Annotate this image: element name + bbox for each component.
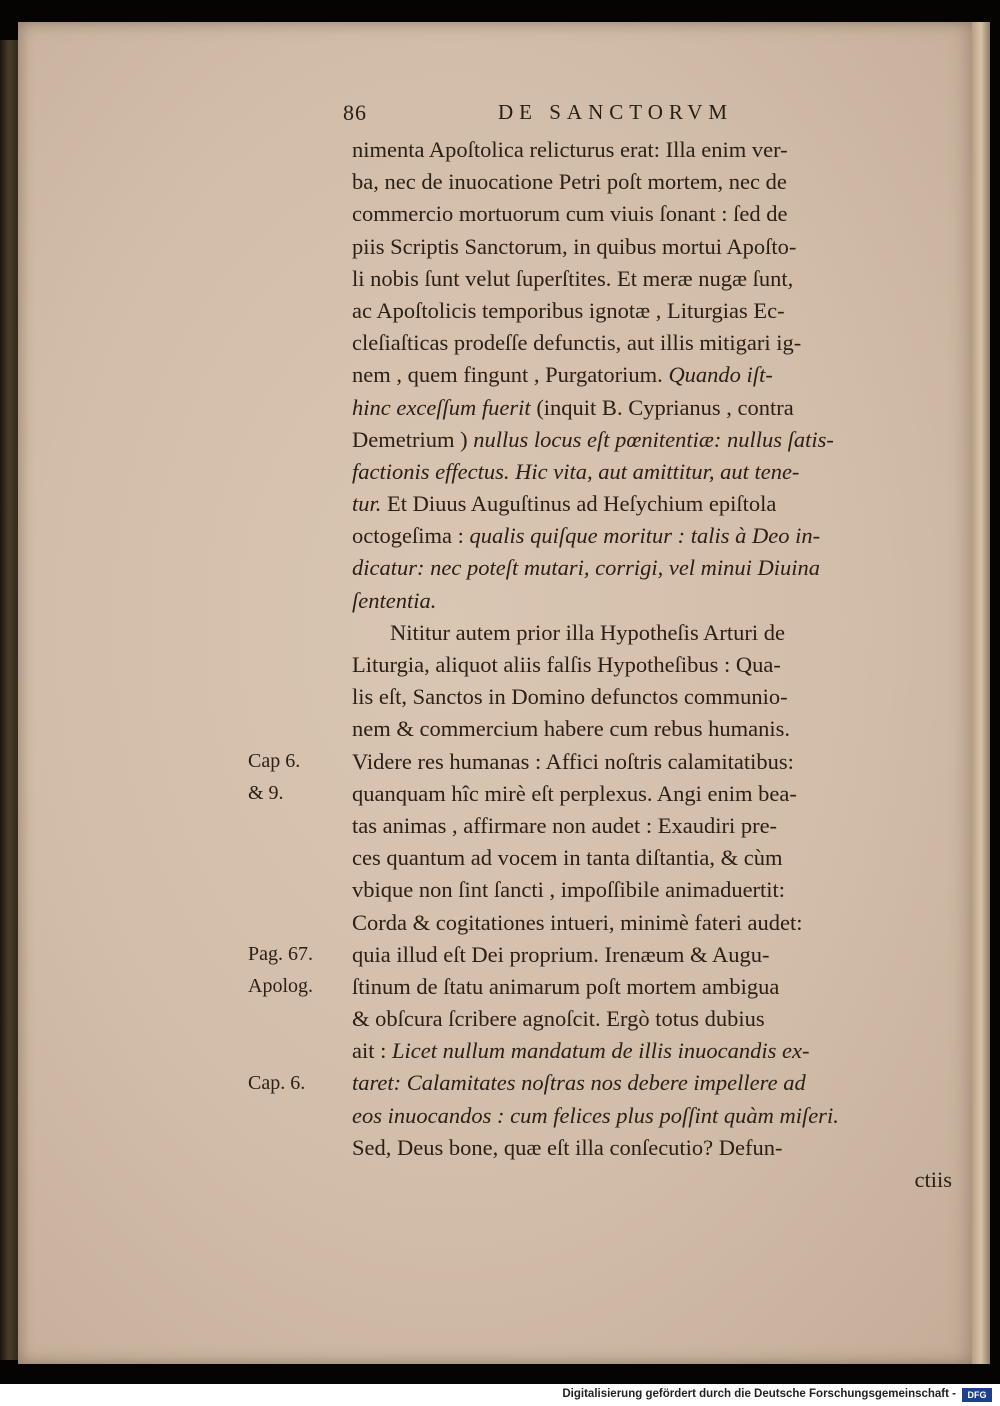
text-segment: vbique non ſint ſancti , impoſſibile animaduertit: <box>352 877 786 903</box>
catchword: ctiis <box>914 1167 952 1192</box>
text-segment: cleſiaſticas prodeſſe defunctis, aut illis mitigari ig- <box>352 330 802 356</box>
text-line <box>352 907 952 939</box>
text-line <box>352 456 952 488</box>
text-segment: Videre res humanas : Affici noſtris calamitatibus: <box>352 748 794 774</box>
text-segment: & obſcura ſcribere agnoſcit. Ergò totus dubius <box>352 1006 765 1032</box>
italic-segment: nullus locus eſt pœnitentiæ: nullus ſatis- <box>473 426 834 452</box>
page-number: 86 <box>343 100 367 125</box>
italic-segment: factionis effectus. Hic vita, aut amittitur, aut tene- <box>352 458 800 484</box>
text-segment: (inquit B. Cyprianus , contra <box>530 394 794 420</box>
text-segment: ces quantum ad vocem in tanta diſtantia, & cùm <box>352 845 783 871</box>
italic-segment: Licet nullum mandatum de illis inuocandis ex- <box>392 1038 810 1064</box>
text-line <box>352 681 952 713</box>
italic-segment: qualis quiſque moritur : talis à Deo in- <box>469 523 821 549</box>
text-segment: Demetrium ) <box>352 426 474 452</box>
text-line <box>352 713 952 745</box>
text-segment: ac Apoſtolicis temporibus ignotæ , Liturgias Ec- <box>352 297 785 323</box>
text-line <box>352 617 952 649</box>
text-line <box>352 1100 952 1132</box>
text-line <box>352 1003 952 1035</box>
text-line <box>352 1132 952 1164</box>
text-segment: nem , quem fingunt , Purgatorium. <box>352 362 669 388</box>
text-line <box>352 327 952 359</box>
text-line <box>352 842 952 874</box>
text-segment: piis Scriptis Sanctorum, in quibus mortui Apoſto- <box>352 233 797 259</box>
text-line <box>352 874 952 906</box>
text-segment: Et Diuus Auguſtinus ad Heſychium epiſtola <box>381 491 777 517</box>
text-line <box>352 939 952 971</box>
margin-note: Cap. 6. <box>248 1071 306 1094</box>
text-segment: Sed, Deus bone, quæ eſt illa conſecutio? Defun- <box>352 1134 783 1160</box>
text-segment: ſtinum de ſtatu animarum poſt mortem ambigua <box>352 973 780 999</box>
page-edge-right <box>972 22 990 1364</box>
text-segment: Corda & cogitationes intueri, minimè fateri audet: <box>352 909 803 935</box>
text-segment: octogeſima : <box>352 523 470 549</box>
text-segment: nem & commercium habere cum rebus humanis. <box>352 716 790 742</box>
margin-note: Pag. 67. <box>248 943 313 965</box>
dfg-logo-icon: DFG <box>962 1388 992 1402</box>
italic-segment: dicatur: nec poteſt mutari, corrigi, vel minui Diuina <box>352 555 821 581</box>
margin-note: & 9. <box>248 782 284 804</box>
text-line <box>352 585 952 617</box>
text-line <box>352 1067 952 1099</box>
margin-note: Apolog. <box>248 975 313 998</box>
text-segment: nimenta Apoſtolica relicturus erat: Illa enim ver- <box>352 137 788 162</box>
italic-segment: Quando iſt- <box>668 362 773 388</box>
text-segment: Liturgia, aliquot aliis falſis Hypotheſibus : Qua- <box>352 652 781 677</box>
text-line <box>352 166 952 198</box>
italic-segment: taret: Calamitates noſtras nos debere impellere ad <box>352 1070 806 1096</box>
text-segment: commercio mortuorum cum viuis ſonant : ſed de <box>352 201 788 227</box>
text-line <box>352 520 952 552</box>
text-line <box>352 392 952 424</box>
page-header <box>343 100 793 134</box>
text-line <box>352 746 952 778</box>
text-line <box>352 971 952 1003</box>
margin-note: Cap 6. <box>248 749 301 772</box>
text-line <box>352 198 952 230</box>
text-line <box>352 231 952 263</box>
body-text <box>352 134 952 1196</box>
italic-segment: eos inuocandos : cum felices plus poſſint quàm miſeri. <box>352 1102 839 1128</box>
text-line <box>352 552 952 584</box>
text-segment: tas animas , affirmare non audet : Exaudiri pre- <box>352 812 778 838</box>
footer-bar <box>0 1384 1000 1406</box>
italic-segment: hinc exceſſum fuerit <box>352 394 531 420</box>
text-segment: quanquam hîc mirè eſt perplexus. Angi enim bea- <box>352 780 797 806</box>
text-segment: quia illud eſt Dei proprium. Irenæum & Augu- <box>352 941 770 967</box>
text-line <box>352 295 952 327</box>
text-segment: li nobis ſunt velut ſuperſtites. Et meræ nugæ ſunt, <box>352 265 794 291</box>
text-segment: Nititur autem prior illa Hypotheſis Arturi de <box>390 619 785 645</box>
text-line <box>352 488 952 520</box>
text-segment: ba, nec de inuocatione Petri poſt mortem, nec de <box>352 169 787 195</box>
text-line <box>352 263 952 295</box>
text-line <box>352 424 952 456</box>
text-line <box>352 810 952 842</box>
italic-segment: tur. <box>352 491 382 517</box>
text-segment: ait : <box>352 1038 392 1064</box>
text-line <box>352 1035 952 1067</box>
running-head: DE SANCTORVM <box>498 100 734 124</box>
text-line <box>352 134 952 166</box>
text-line <box>352 649 952 681</box>
text-line <box>352 778 952 810</box>
italic-segment: ſententia. <box>352 587 437 613</box>
text-line <box>352 359 952 391</box>
funding-credit: Digitalisierung gefördert durch die Deutsche Forschungsgemeinschaft - <box>562 1388 956 1400</box>
text-segment: lis eſt, Sanctos in Domino defunctos communio- <box>352 684 788 710</box>
